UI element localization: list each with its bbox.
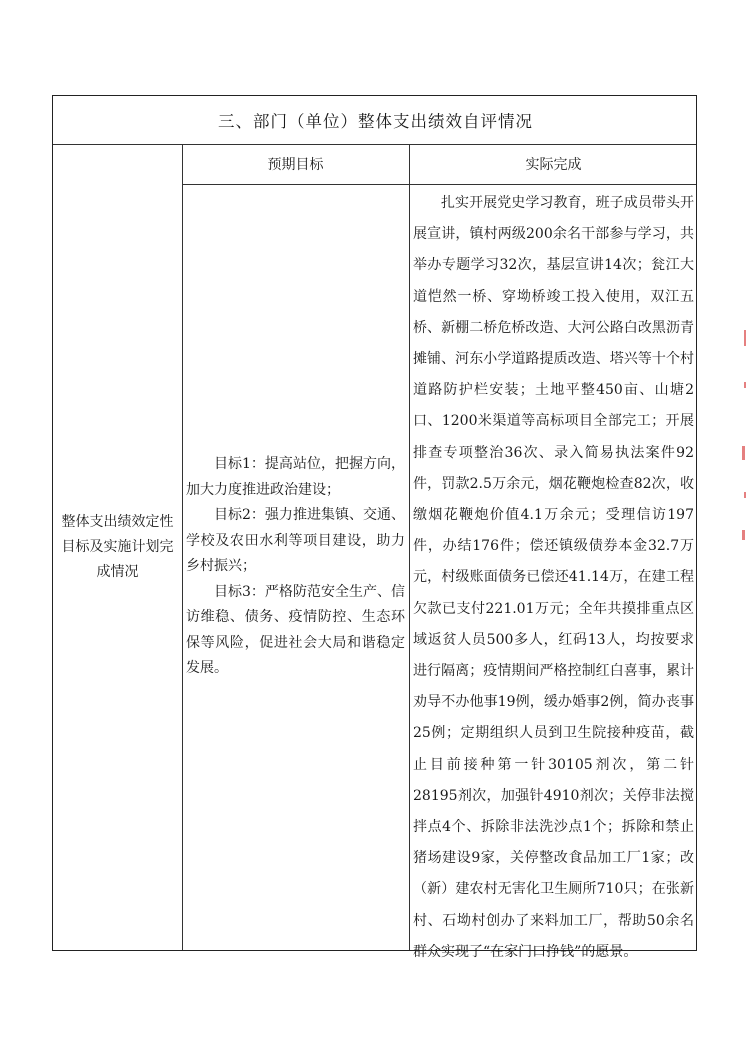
header-expected-goals: 预期目标 [267,157,324,173]
expected-goals-cell [182,184,409,950]
table-title: 三、部门（单位）整体支出绩效自评情况 [218,112,533,131]
seal-mark [744,330,748,346]
seal-mark [742,446,748,460]
seal-mark [744,382,748,388]
goal-2: 目标2：强力推进集镇、交通、学校及农田水利等项目建设，助力乡村振兴； [186,507,405,575]
goal-3: 目标3：严格防范安全生产、信访维稳、债务、疫情防控、生态环保等风险，促进社会大局和谐稳定发展。 [186,583,405,677]
header-actual-completion: 实际完成 [525,157,582,173]
seal-mark [744,492,748,498]
performance-table [52,95,697,960]
actual-completion-text: 扎实开展党史学习教育，班子成员带头开展宣讲，镇村两级200余名干部参与学习，共举办专题学习32次，基层宣讲14次；瓮江大道恺然一桥、穿坳桥竣工投入使用，双江五桥、新棚二桥危桥改造、大河公路白改黑沥青摊铺、河东小学道路提质改造、塔兴等十个村道路防护栏安装；土地平整450亩、山塘2口、1200米渠道等高标项目全部完工；开展排查专项整治36次、录入简易执法案件92件，罚款2.5万余元，烟花鞭炮检查82次，收缴烟花鞭炮价值4.1万余元；受理信访197件，办结176件；偿还镇级债券本金32.7万元，村级账面债务已偿还41.14万，在建工程欠款已支付221.01万元；全年共摸排重点区域返贫人员500多人，红码13人，均按要求进行隔离；疫情期间严格控制红白喜事，累计劝导不办他事19例，缓办婚事2例，简办丧事25例；定期组织人员到卫生院接种疫苗，截止目前接种第一针30105剂次，第二针28195剂次，加强针4910剂次；关停非法搅拌点4个、拆除非法洗沙点1个；拆除和禁止猪场建设9家，关停整改食品加工厂1家；改（新）建农村无害化卫生厕所710只；在张新村、石坳村创办了来料加工厂，帮助50余名群众实现了“在家门口挣钱”的愿景。 [413,195,694,960]
row-label: 整体支出绩效定性目标及实施计划完成情况 [61,513,174,580]
actual-completion-cell [409,184,698,960]
goal-1: 目标1：提高站位，把握方向，加大力度推进政治建设； [186,456,405,498]
seal-mark [742,530,748,540]
row-label-cell [53,144,182,950]
